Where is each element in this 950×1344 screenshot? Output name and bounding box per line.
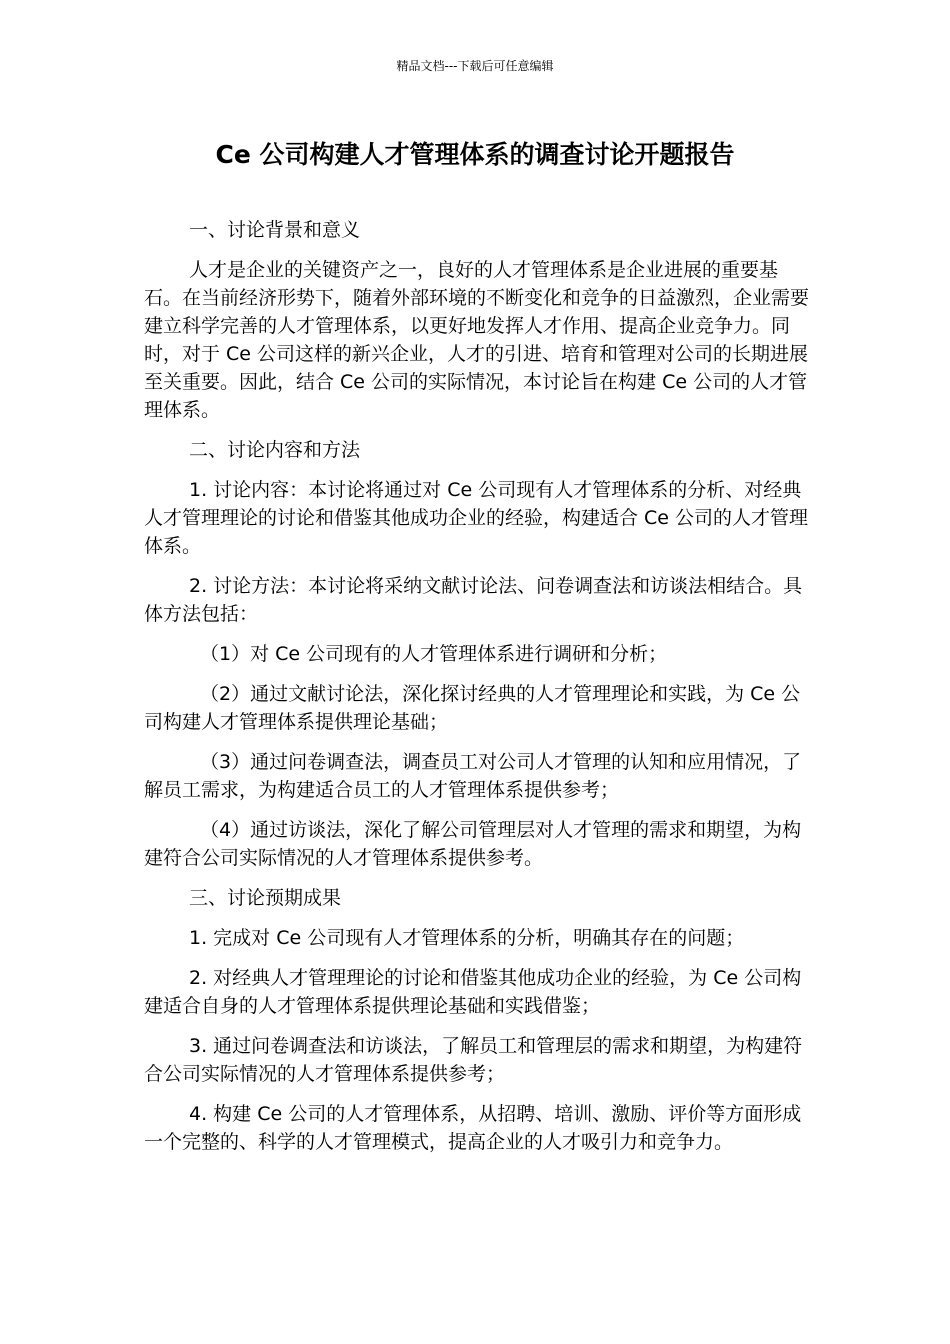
method-item-4: （4）通过访谈法，深化了解公司管理层对人才管理的需求和期望，为构建符合公司实际情况的人才管理体系提供参考。 [144, 819, 802, 869]
outcome-item-2: 2. 对经典人才管理理论的讨论和借鉴其他成功企业的经验，为 Ce 公司构建适合自身的人才管理体系提供理论基础和实践借鉴； [144, 967, 802, 1017]
outcome-item-1: 1. 完成对 Ce 公司现有人才管理体系的分析，明确其存在的问题； [189, 927, 745, 949]
section-1-paragraph: 人才是企业的关键资产之一，良好的人才管理体系是企业进展的重要基石。在当前经济形势下，随着外部环境的不断变化和竞争的日益激烈，企业需要建立科学完善的人才管理体系，以更好地发挥人才作用、提高企业竞争力。同时，对于 Ce 公司这样的新兴企业，人才的引进、培育和管理对公司的长期进展至关重要。因此，结合 Ce 公司的实际情况，本讨论旨在构建 Ce 公司的人才管理体系。 [144, 259, 810, 421]
section-3-heading: 三、讨论预期成果 [189, 887, 342, 909]
section-1-heading: 一、讨论背景和意义 [189, 219, 361, 241]
document-title: Ce 公司构建人才管理体系的调查讨论开题报告 [215, 140, 735, 169]
document-body [144, 216, 812, 1168]
section-2-heading: 二、讨论内容和方法 [189, 439, 361, 461]
method-item-1: （1）对 Ce 公司现有的人才管理体系进行调研和分析； [200, 643, 668, 665]
method-item-2: （2）通过文献讨论法，深化探讨经典的人才管理理论和实践，为 Ce 公司构建人才管理体系提供理论基础； [144, 683, 801, 733]
header-note: 精品文档---下载后可任意编辑 [396, 59, 554, 73]
outcome-item-3: 3. 通过问卷调查法和访谈法，了解员工和管理层的需求和期望，为构建符合公司实际情况的人才管理体系提供参考； [144, 1035, 803, 1085]
research-content-paragraph: 1. 讨论内容：本讨论将通过对 Ce 公司现有人才管理体系的分析、对经典人才管理理论的讨论和借鉴其他成功企业的经验，构建适合 Ce 公司的人才管理体系。 [144, 479, 809, 557]
outcome-item-4: 4. 构建 Ce 公司的人才管理体系，从招聘、培训、激励、评价等方面形成一个完整的、科学的人才管理模式，提高企业的人才吸引力和竞争力。 [144, 1103, 802, 1153]
research-method-paragraph: 2. 讨论方法：本讨论将采纳文献讨论法、问卷调查法和访谈法相结合。具体方法包括： [144, 575, 803, 625]
method-item-3: （3）通过问卷调查法，调查员工对公司人才管理的认知和应用情况，了解员工需求，为构建适合员工的人才管理体系提供参考； [144, 751, 802, 801]
